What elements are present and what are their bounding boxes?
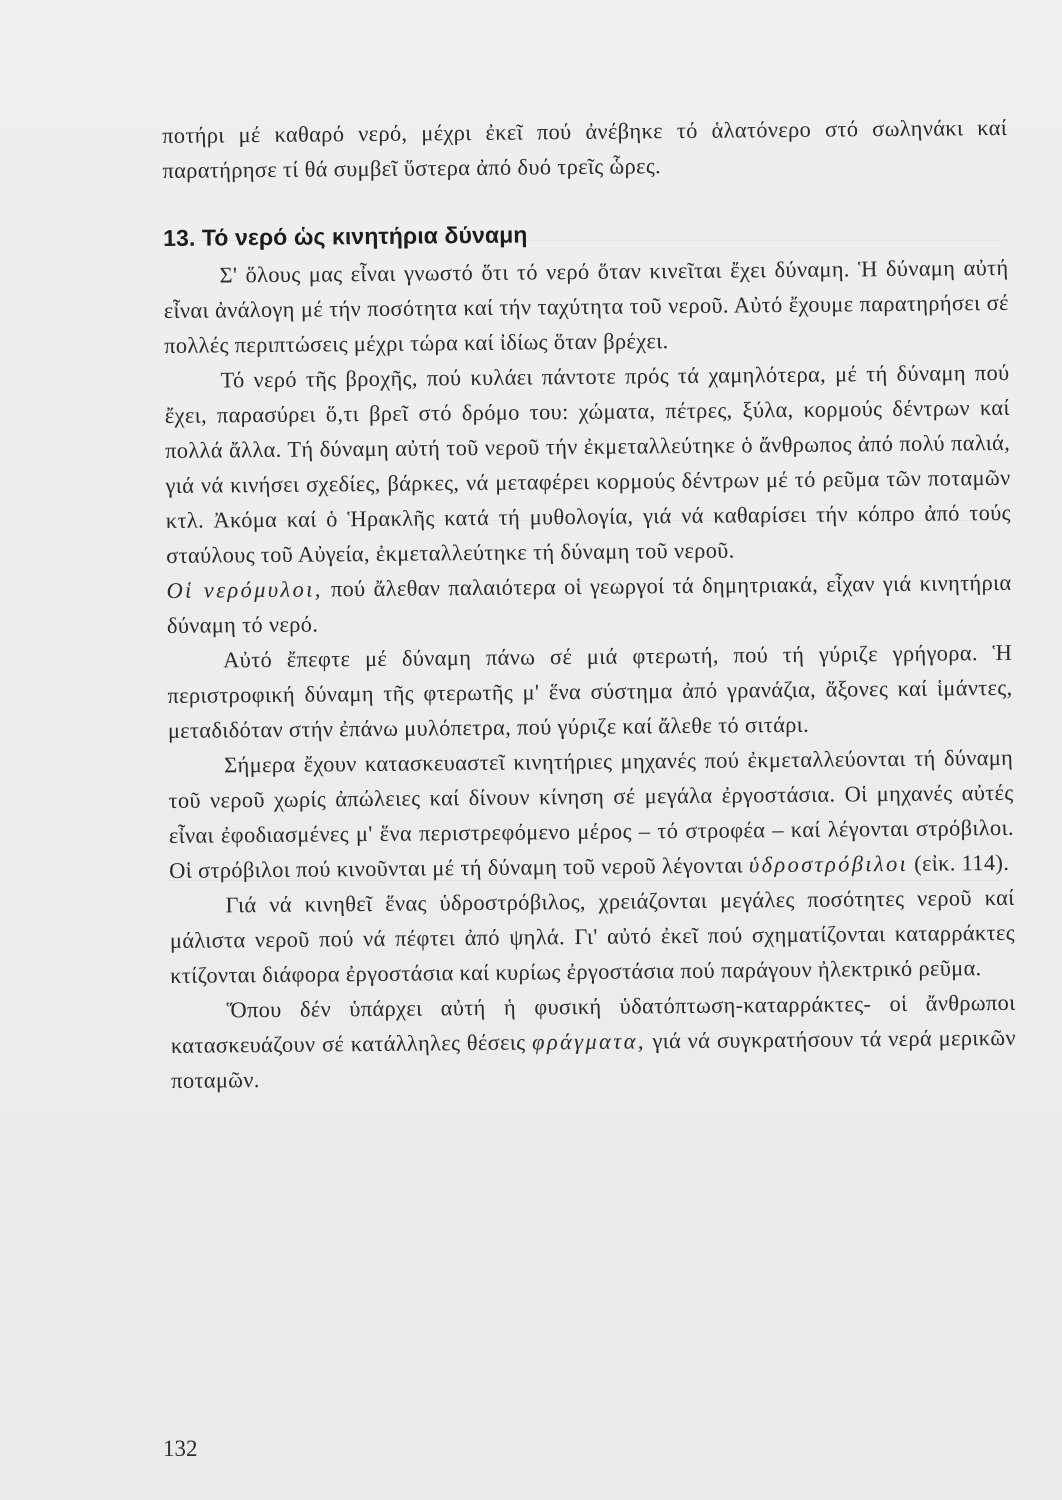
paragraph-3-text: πού ἄλεθαν παλαιότερα οἱ γεωργοί τά δημητριακά, εἶχαν γιά κινητήρια δύναμη τό νερό. <box>166 569 1012 638</box>
paragraph-6: Γιά νά κινηθεῖ ἕνας ὑδροστρόβιλος, χρειάζονται μεγάλες ποσότητες νεροῦ καί μάλιστα νεροῦ πού νά πέφτει ἀπό ψηλά. Γι' αὐτό ἐκεῖ πού σχηματίζονται καταρράκτες κτίζονται διάφορα ἐργοστάσια καί κυρίως ἐργοστάσια πού παράγουν ἠλεκτρικό ρεῦμα. <box>169 884 1015 988</box>
page-number: 132 <box>163 1436 198 1461</box>
emphasis-watermills: Οἱ νερόμυλοι, <box>166 576 323 603</box>
paragraph-2: Τό νερό τῆς βροχῆς, πού κυλάει πάντοτε πρός τά χαμηλότερα, μέ τή δύναμη πού ἔχει, παρασύρει ὅ,τι βρεῖ στό δρόμο του: χώματα, πέτρες, ξύλα, κορμούς δέντρων καί πολλά ἄλλα. Τή δύναμη αὐτή τοῦ νεροῦ τήν ἐκμεταλλεύτηκε ὁ ἄνθρωπος ἀπό πολύ παλιά, γιά νά κινήσει σχεδίες, βάρκες, νά μεταφέρει κορμούς δέντρων μέ τό ρεῦμα τῶν ποταμῶν κτλ. Ἀκόμα καί ὁ Ἡρακλῆς κατά τή μυθολογία, γιά νά καθαρίσει τήν κόπρο ἀπό τούς σταύλους τοῦ Αὐγεία, ἐκμεταλλεύτηκε τή δύναμη τοῦ νεροῦ. <box>164 359 1011 568</box>
emphasis-hydroturbines: ὑδροστρόβιλοι <box>748 850 909 878</box>
paragraph-7-text: Ὅπου δέν ὑπάρχει αὐτή ἡ φυσική ὑδατόπτωση-καταρράκτες- οἱ ἄνθρωποι κατασκευάζουν σέ κατάλληλες θέσεις <box>170 989 1016 1058</box>
intro-paragraph: ποτήρι μέ καθαρό νερό, μέχρι ἐκεῖ πού ἀνέβηκε τό ἁλατόνερο στό σωληνάκι καί παρατήρησε τί θά συμβεῖ ὕστερα ἀπό δυό τρεῖς ὧρες. <box>162 114 1008 183</box>
emphasis-dams: φράγματα, <box>531 1028 646 1055</box>
paragraph-5 <box>168 740 1014 888</box>
paragraph-3 <box>166 565 1012 643</box>
paragraph-5-end: (εἰκ. 114). <box>914 849 1010 876</box>
paragraph-1: Σ' ὅλους μας εἶναι γνωστό ὅτι τό νερό ὅταν κινεῖται ἔχει δύναμη. Ἡ δύναμη αὐτή εἶναι ἀνάλογη μέ τήν ποσότητα καί τήν ταχύτητα τοῦ νεροῦ. Αὐτό ἔχουμε παρατηρήσει σέ πολλές περιπτώσεις μέχρι τώρα καί ἰδίως ὅταν βρέχει. <box>163 254 1009 358</box>
text-column <box>162 110 1016 1098</box>
paragraph-5-text: Σήμερα ἔχουν κατασκευαστεῖ κινητήριες μηχανές πού ἐκμεταλλεύονται τή δύναμη τοῦ νεροῦ χωρίς ἀπώλειες καί δίνουν κίνηση σέ μεγάλα ἐργοστάσια. Οἱ μηχανές αὐτές εἶναι ἐφοδιασμένες μ' ἕνα περιστρεφόμενο μέρος – τό στροφέα – καί λέγονται στρόβιλοι. Οἱ στρόβιλοι πού κινοῦνται μέ τή δύναμη τοῦ νεροῦ λέγονται <box>168 744 1014 883</box>
paragraph-7 <box>170 985 1016 1098</box>
section-heading: 13. Τό νερό ὡς κινητήρια δύναμη <box>163 221 528 251</box>
paragraph-7-end: γιά νά συγκρατήσουν τά νερά μερικῶν ποταμῶν. <box>171 1024 1016 1093</box>
paragraph-4: Αὐτό ἔπεφτε μέ δύναμη πάνω σέ μιά φτερωτή, πού τή γύριζε γρήγορα. Ἡ περιστροφική δύναμη τῆς φτερωτῆς μ' ἕνα σύστημα ἀπό γρανάζια, ἄξονες καί ἱμάντες, μεταδιδόταν στήν ἐπάνω μυλόπετρα, πού γύριζε καί ἄλεθε τό σιτάρι. <box>167 639 1013 743</box>
